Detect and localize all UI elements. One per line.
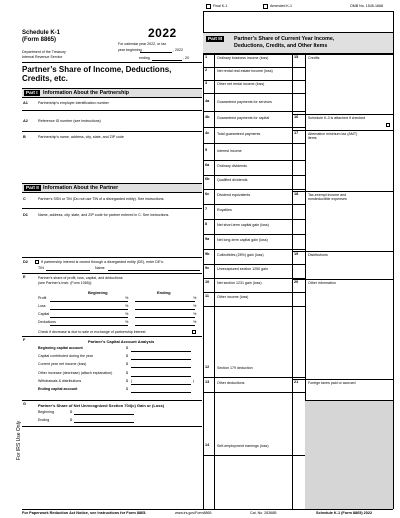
capital-account-title: Partner’s Capital Account Analysis — [88, 339, 155, 344]
line-label: Guaranteed payments for capital — [217, 115, 270, 120]
tax-year: 2022 — [148, 26, 177, 40]
pct-sign: % — [193, 296, 197, 300]
line-number: 8 — [205, 222, 208, 226]
share-row-label: Loss — [38, 304, 46, 308]
line-number: 14 — [205, 443, 210, 447]
ending-label: ending — [139, 56, 150, 60]
line-number: 6a — [205, 163, 210, 167]
capital-row-label: Beginning capital account — [38, 346, 83, 350]
line-label: Self-employment earnings (loss) — [217, 443, 269, 448]
capital-row-label: Other increase (decrease) (attach explanation) — [38, 370, 113, 375]
line-label: Net rental real estate income (loss) — [217, 68, 273, 73]
partnership-ein-label: Partnership’s employer identification number — [38, 101, 109, 105]
irs-label: Internal Revenue Service — [22, 55, 63, 59]
line-label: Other net rental income (loss) — [217, 81, 265, 86]
schedule-title: Schedule K-1 — [22, 30, 61, 36]
capital-row-label: Capital contributed during the year — [38, 354, 93, 359]
year-beginning-suffix: , 2022 — [173, 48, 183, 52]
line-number: 1 — [205, 55, 208, 59]
share-row-label: Profit — [38, 296, 47, 300]
share-row-label: Capital — [38, 312, 50, 316]
footer-url[interactable]: www.irs.gov/Form8865 — [175, 511, 212, 515]
line-number: 20 — [294, 280, 299, 284]
g-beginning-label: Beginning — [38, 410, 54, 414]
partner-name-label: Name, address, city, state, and ZIP code for partner entered in C. See instructions. — [38, 213, 170, 217]
dollar-sign: $ — [126, 354, 128, 359]
de-tin-label: TIN — [38, 266, 44, 270]
amended-k1-checkbox[interactable] — [263, 4, 268, 9]
line-e-letter: E — [23, 275, 26, 279]
line-number: 9c — [205, 266, 210, 270]
footer-cat: Cat. No. 28368B — [250, 511, 277, 515]
line-f-letter: F — [23, 338, 26, 342]
dollar-sign: $ — [126, 378, 128, 383]
line-number: 18 — [294, 192, 299, 196]
line-number: 3 — [205, 81, 208, 85]
line-label: Other income (loss) — [217, 294, 249, 299]
line-number: 16 — [294, 115, 299, 119]
share-label-1: Partner’s share of profit, loss, capital, and deductions — [38, 276, 123, 280]
line-label: Other information — [308, 280, 336, 285]
part1-tag: Part I — [26, 90, 38, 95]
final-k1-label: Final K-1 — [213, 4, 228, 8]
irs-use-only: For IRS Use Only — [16, 420, 22, 460]
beginning-header: Beginning — [88, 290, 108, 295]
line-a2-letter: A2 — [23, 119, 28, 123]
line-number: 21 — [294, 380, 299, 384]
part2-title: Information About the Partner — [43, 185, 119, 191]
line-number: 17 — [294, 131, 299, 135]
paren-open: ( — [131, 378, 133, 383]
line-label: Credits — [308, 55, 320, 60]
line-label: Ordinary business income (loss) — [217, 55, 269, 60]
calendar-year-text: For calendar year 2022, or tax — [118, 42, 167, 46]
partner-ssn-label: Partner’s SSN or TIN (Do not use TIN of a disregarded entity). See instructions. — [38, 197, 165, 201]
dollar-sign: $ — [126, 387, 128, 391]
dollar-sign: $ — [126, 370, 128, 375]
form-title-line2: Credits, etc. — [22, 74, 68, 83]
line-label: Unrecaptured section 1250 gain — [217, 266, 268, 271]
pct-sign: % — [193, 304, 197, 308]
line-label: Guaranteed payments for services — [217, 99, 272, 104]
part3-tag: Part III — [208, 36, 223, 41]
pct-sign: % — [125, 296, 129, 300]
ending-suffix: , 20 — [183, 56, 189, 60]
decrease-checkbox[interactable] — [192, 330, 196, 334]
line-label: Distributions — [308, 252, 328, 257]
shaded-block — [305, 400, 393, 509]
ending-header: Ending — [157, 290, 171, 295]
line-label: Qualified dividends — [217, 177, 248, 182]
dept-treasury: Department of the Treasury — [22, 50, 66, 54]
capital-row-label: Current year net income (loss) — [38, 362, 87, 367]
line-label: Royalties — [217, 207, 232, 212]
paren-close: ) — [193, 378, 195, 383]
g-ending-dollar: $ — [70, 418, 72, 422]
form-title-line1: Partner’s Share of Income, Deductions, — [22, 65, 172, 74]
line-number: 9b — [205, 252, 210, 256]
form-number: (Form 8865) — [22, 37, 57, 43]
line-number: 10 — [205, 280, 210, 284]
line-label: Section 179 deduction — [217, 365, 253, 370]
footer-right: Schedule K-1 (Form 8865) 2022 — [316, 511, 373, 515]
omb-number: OMB No. 1545-1668 — [350, 4, 383, 8]
line-b-letter: B — [23, 135, 26, 139]
line-label: Interest income — [217, 148, 242, 153]
line-a1-letter: A1 — [23, 101, 28, 105]
line-number: 6b — [205, 177, 210, 181]
line-number: 4a — [205, 99, 210, 103]
de-name-label: Name — [95, 266, 105, 270]
line-number: 9a — [205, 237, 210, 241]
pct-sign: % — [125, 312, 129, 316]
line-label: Net short-term capital gain (loss) — [217, 222, 269, 227]
line-label: Total guaranteed payments — [217, 131, 261, 136]
reference-id-label: Reference ID number (see instructions) — [38, 119, 101, 123]
year-beginning-label: year beginning — [118, 48, 142, 52]
partnership-name-label: Partnership’s name, address, city, state, and ZIP code — [38, 135, 124, 139]
share-row-label: Deductions — [38, 320, 56, 324]
line-d2-letter: D2 — [23, 260, 28, 264]
capital-row-label: Ending capital account — [38, 387, 78, 391]
decrease-check-label: Check if decrease is due to sale or exchange of partnership interest — [38, 330, 146, 334]
dollar-sign: $ — [126, 362, 128, 367]
line-number: 2 — [205, 68, 208, 72]
line-number: 15 — [294, 55, 299, 59]
line-number: 11 — [205, 294, 210, 298]
line-label: Alternative minimum tax (AMT) items — [308, 131, 358, 140]
part3-title-2: Deductions, Credits, and Other Items — [234, 43, 328, 49]
line-label: Dividend equivalents — [217, 192, 251, 197]
de-label: If partnership interest is owned through a disregarded entity (DE), enter DE’s: — [41, 260, 164, 264]
pct-sign: % — [193, 320, 197, 324]
line-number: 6c — [205, 192, 210, 196]
final-k1-checkbox[interactable] — [206, 4, 211, 9]
line-c-letter: C — [23, 197, 26, 201]
line-label: Collectibles (28%) gain (loss) — [217, 252, 264, 257]
line-label: Other deductions — [217, 380, 245, 385]
line-number: 4b — [205, 115, 210, 119]
part2-tag: Part II — [26, 185, 39, 190]
pct-sign: % — [125, 320, 129, 324]
part1-title: Information About the Partnership — [43, 90, 130, 96]
line-number: 19 — [294, 252, 299, 256]
share-label-2: (see Partner’s Instr. (Form 1065)): — [38, 281, 93, 285]
g-beginning-dollar: $ — [70, 410, 72, 414]
line-number: 4c — [205, 131, 210, 135]
footer-left: For Paperwork Reduction Act Notice, see Instructions for Form 8865. — [22, 511, 147, 515]
part3-title-1: Partner’s Share of Current Year Income, — [234, 36, 335, 42]
pct-sign: % — [193, 312, 197, 316]
line-label: Foreign taxes paid or accrued — [308, 380, 356, 385]
line-number: 13 — [205, 380, 210, 384]
line-label: Net long-term capital gain (loss) — [217, 237, 268, 242]
amended-k1-label: Amended K-1 — [270, 4, 292, 8]
line-number: 7 — [205, 207, 208, 211]
section-704c-title: Partner’s Share of Net Unrecognized Section 704(c) Gain or (Loss) — [38, 403, 165, 408]
dollar-sign: $ — [126, 346, 128, 350]
capital-row-label: Withdrawals & distributions — [38, 378, 82, 383]
g-ending-label: Ending — [38, 418, 50, 422]
pct-sign: % — [125, 304, 129, 308]
schedule-k3-checkbox[interactable] — [386, 123, 390, 127]
de-checkbox[interactable] — [35, 260, 39, 264]
line-label: Schedule K-3 is attached if checked — [308, 115, 366, 120]
line-d1-letter: D1 — [23, 213, 28, 217]
line-number: 5 — [205, 148, 208, 152]
line-label: Ordinary dividends — [217, 163, 247, 168]
line-label: Net section 1231 gain (loss) — [217, 280, 262, 285]
line-g-letter: G — [23, 402, 26, 406]
line-number: 12 — [205, 365, 210, 369]
line-label: Tax-exempt income and nondeductible expenses — [308, 192, 347, 201]
